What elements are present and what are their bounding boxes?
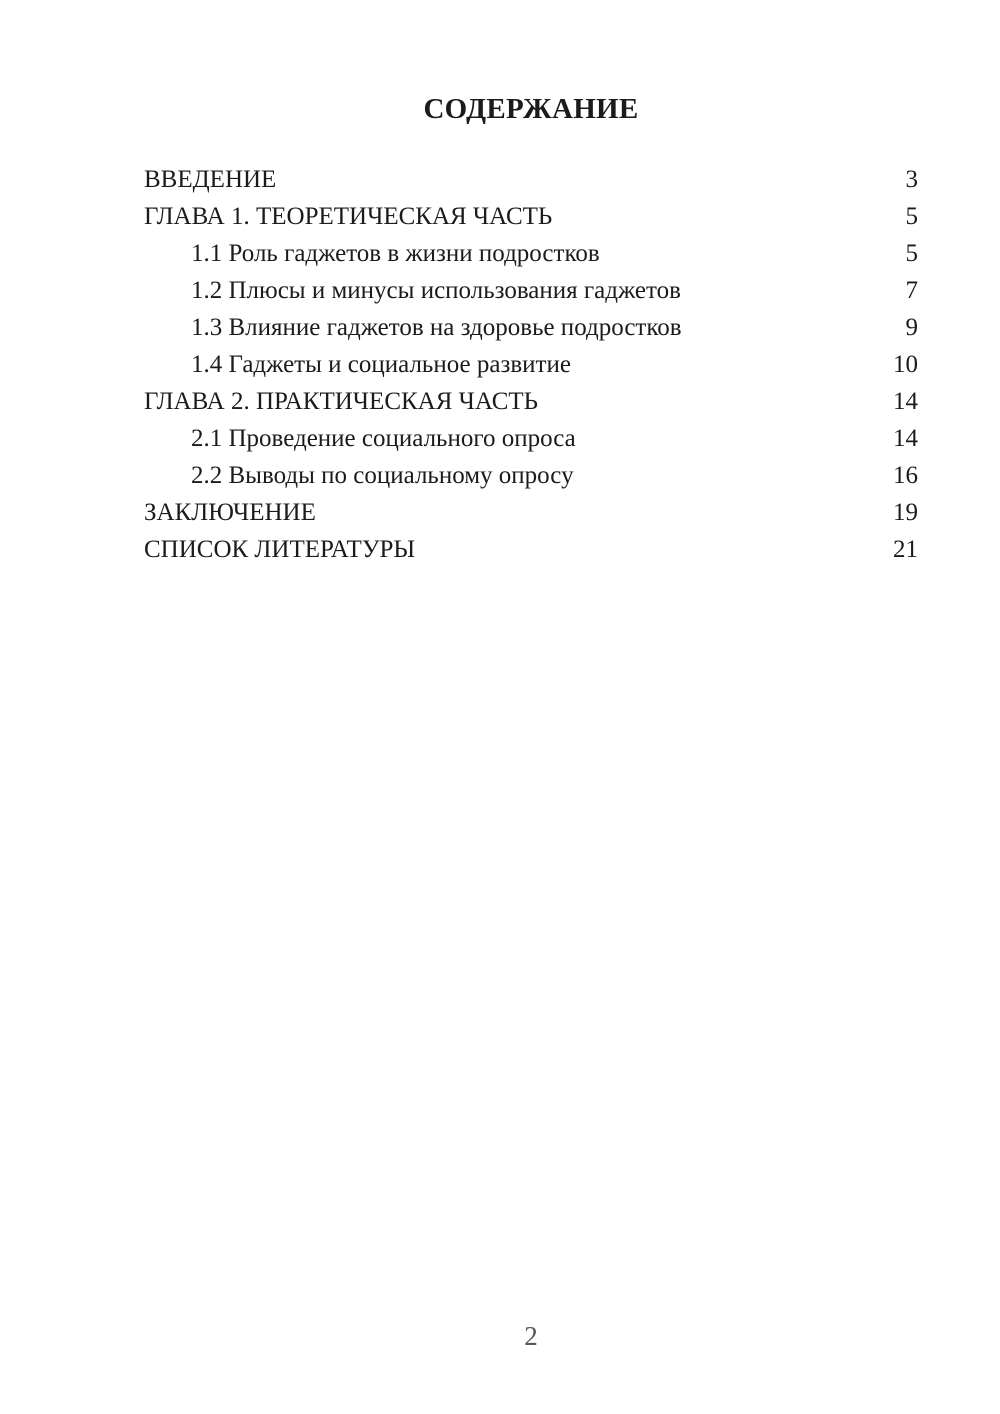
toc-entry-label: 1.2 Плюсы и минусы использования гаджетов — [191, 277, 681, 304]
toc-entry-label: ВВЕДЕНИЕ — [144, 166, 277, 193]
toc-entry-page-number: 3 — [905, 166, 918, 193]
toc-entry-page-number: 19 — [893, 499, 918, 526]
toc-entry-page-number: 10 — [893, 351, 918, 378]
toc-entry-label: 1.3 Влияние гаджетов на здоровье подростков — [191, 314, 682, 341]
toc-entry-label: 2.1 Проведение социального опроса — [191, 425, 576, 452]
toc-entry-label: СПИСОК ЛИТЕРАТУРЫ — [144, 536, 416, 563]
footer-page-number: 2 — [524, 1321, 538, 1351]
toc-entry-page-number: 7 — [905, 277, 918, 304]
toc-entry-page-number: 9 — [905, 314, 918, 341]
toc-list — [144, 161, 918, 568]
toc-entry-page-number: 21 — [893, 536, 918, 563]
toc-entry-label: ГЛАВА 1. ТЕОРЕТИЧЕСКАЯ ЧАСТЬ — [144, 203, 553, 230]
toc-entry-label: 1.1 Роль гаджетов в жизни подростков — [191, 240, 600, 267]
toc-entry-page-number: 5 — [905, 203, 918, 230]
toc-entry — [144, 494, 918, 531]
toc-entry — [144, 420, 918, 457]
toc-entry-page-number: 14 — [893, 388, 918, 415]
toc-entry-page-number: 5 — [905, 240, 918, 267]
toc-entry — [144, 383, 918, 420]
toc-entry-label: 1.4 Гаджеты и социальное развитие — [191, 351, 571, 378]
page-title: СОДЕРЖАНИЕ — [423, 93, 639, 125]
toc-entry — [144, 235, 918, 272]
toc-entry — [144, 161, 918, 198]
toc-entry-label: ЗАКЛЮЧЕНИЕ — [144, 499, 316, 526]
toc-entry-page-number: 16 — [893, 462, 918, 489]
toc-entry — [144, 198, 918, 235]
toc-entry — [144, 272, 918, 309]
toc-entry-page-number: 14 — [893, 425, 918, 452]
toc-entry — [144, 531, 918, 568]
toc-entry-label: 2.2 Выводы по социальному опросу — [191, 462, 574, 489]
toc-entry — [144, 457, 918, 494]
toc-entry-label: ГЛАВА 2. ПРАКТИЧЕСКАЯ ЧАСТЬ — [144, 388, 539, 415]
toc-entry — [144, 346, 918, 383]
toc-entry — [144, 309, 918, 346]
